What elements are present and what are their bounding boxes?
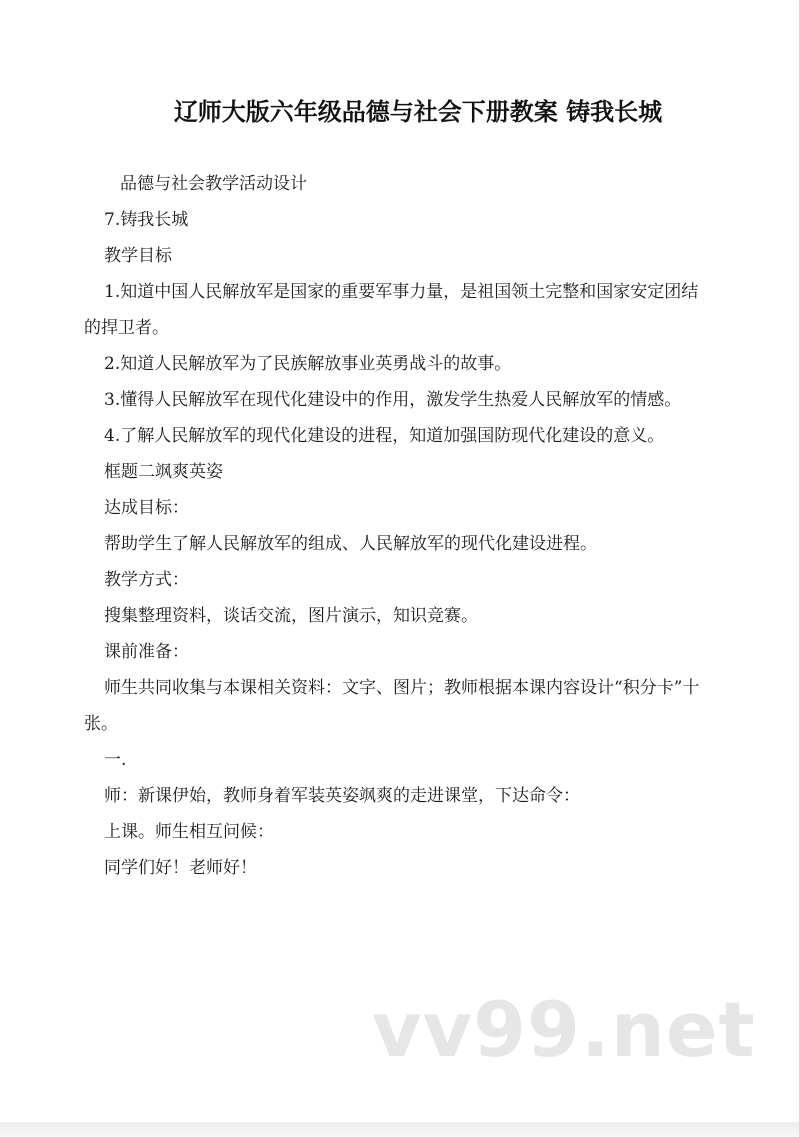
paragraph: 3.懂得人民解放军在现代化建设中的作用，激发学生热爱人民解放军的情感。 <box>104 390 682 410</box>
page-bottom-edge <box>0 1122 799 1137</box>
paragraph: 师生共同收集与本课相关资料：文字、图片；教师根据本课内容设计“积分卡”十张。 <box>84 678 700 734</box>
paragraph: 课前准备： <box>104 642 189 662</box>
paragraph: 教学目标 <box>104 246 172 266</box>
paragraph: 帮助学生了解人民解放军的组成、人民解放军的现代化建设进程。 <box>104 534 597 554</box>
paragraph: 框题二飒爽英姿 <box>104 462 223 482</box>
paragraph: 上课。师生相互问候： <box>104 822 274 842</box>
paragraph: 同学们好！老师好！ <box>104 858 257 878</box>
paragraph: 搜集整理资料，谈话交流，图片演示，知识竞赛。 <box>104 606 478 626</box>
document-title: 辽师大版六年级品德与社会下册教案 铸我长城 <box>173 98 663 126</box>
paragraph: 教学方式： <box>104 570 189 590</box>
paragraph: 7.铸我长城 <box>104 210 189 230</box>
watermark: vv99.net <box>372 985 756 1074</box>
paragraph: 4.了解人民解放军的现代化建设的进程，知道加强国防现代化建设的意义。 <box>104 426 665 446</box>
paragraph: 达成目标： <box>104 498 189 518</box>
paragraph: 2.知道人民解放军为了民族解放事业英勇战斗的故事。 <box>104 354 512 374</box>
paragraph: 1.知道中国人民解放军是国家的重要军事力量，是祖国领土完整和国家安定团结的捍卫者。 <box>84 282 699 338</box>
document-body <box>84 166 704 886</box>
paragraph: 师：新课伊始，教师身着军装英姿飒爽的走进课堂，下达命令： <box>104 786 580 806</box>
paragraph: 一. <box>104 750 127 770</box>
paragraph: 品德与社会教学活动设计 <box>120 174 307 194</box>
